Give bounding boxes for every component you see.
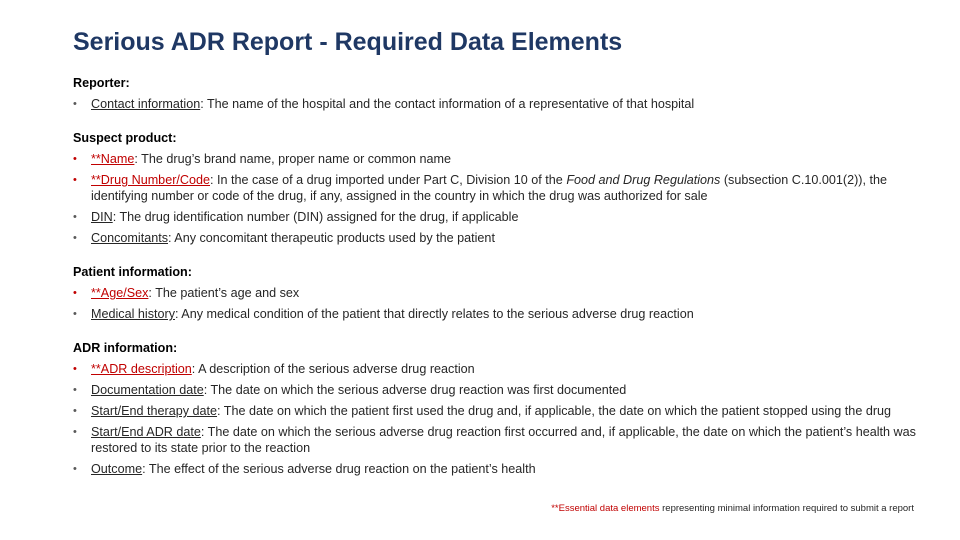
section-heading: Reporter: bbox=[73, 76, 130, 90]
bullet-icon: • bbox=[73, 463, 77, 475]
bullet-icon: • bbox=[73, 232, 77, 244]
list-item bbox=[73, 459, 923, 480]
section-suspect-product bbox=[73, 128, 923, 249]
bullet-list bbox=[73, 94, 923, 115]
item-description: : The patient’s age and sex bbox=[148, 286, 300, 300]
item-description: : In the case of a drug imported under Part C, Division 10 of the bbox=[210, 173, 567, 187]
item-term: **Drug Number/Code bbox=[91, 173, 210, 187]
item-description: : A description of the serious adverse drug reaction bbox=[191, 362, 475, 376]
page-title: Serious ADR Report - Required Data Elements bbox=[73, 28, 623, 56]
list-item bbox=[73, 359, 923, 380]
bullet-icon: • bbox=[73, 98, 77, 110]
bullet-icon: • bbox=[73, 174, 77, 186]
bullet-icon: • bbox=[73, 153, 77, 165]
item-term: Outcome bbox=[91, 462, 143, 476]
footnote-text: representing minimal information required to submit a report bbox=[659, 503, 914, 514]
item-term: **Age/Sex bbox=[91, 286, 149, 300]
bullet-icon: • bbox=[73, 308, 77, 320]
section-reporter bbox=[73, 73, 923, 115]
bullet-icon: • bbox=[73, 363, 77, 375]
list-item bbox=[73, 422, 923, 459]
item-description: : The date on which the patient first used the drug and, if applicable, the date on which the patient stopped using the drug bbox=[217, 404, 892, 418]
item-term: Start/End therapy date bbox=[91, 404, 218, 418]
item-description: : The name of the hospital and the contact information of a representative of that hospital bbox=[200, 97, 695, 111]
section-heading: Patient information: bbox=[73, 265, 192, 279]
item-term: **Name bbox=[91, 152, 135, 166]
bullet-list bbox=[73, 149, 923, 249]
item-description: : The date on which the serious adverse drug reaction was first documented bbox=[203, 383, 627, 397]
item-description: : The effect of the serious adverse drug reaction on the patient’s health bbox=[142, 462, 536, 476]
item-description: : Any medical condition of the patient that directly relates to the serious adverse drug reaction bbox=[175, 307, 694, 321]
item-term: Documentation date bbox=[91, 383, 204, 397]
list-item bbox=[73, 94, 923, 115]
item-term: DIN bbox=[91, 210, 113, 224]
bullet-icon: • bbox=[73, 211, 77, 223]
list-item bbox=[73, 283, 923, 304]
item-term: Medical history bbox=[91, 307, 175, 321]
bullet-icon: • bbox=[73, 426, 77, 438]
section-adr-information bbox=[73, 338, 923, 480]
item-term: Start/End ADR date bbox=[91, 425, 201, 439]
item-description: : Any concomitant therapeutic products used by the patient bbox=[168, 231, 495, 245]
section-heading: Suspect product: bbox=[73, 131, 177, 145]
item-description: : The date on which the serious adverse drug reaction first occurred and, if applicable, the date on which the patient’s health was restored to its state prior to the reaction bbox=[91, 425, 916, 455]
list-item bbox=[73, 304, 923, 325]
bullet-icon: • bbox=[73, 287, 77, 299]
item-term: Concomitants bbox=[91, 231, 168, 245]
bullet-icon: • bbox=[73, 405, 77, 417]
bullet-list bbox=[73, 283, 923, 325]
section-heading: ADR information: bbox=[73, 341, 178, 355]
item-description-continued: (subsection C.10.001(2)), the identifying number or code of the drug, if any, assigned in the country in which the drug was authorized for sale bbox=[91, 173, 887, 203]
item-term: Contact information bbox=[91, 97, 201, 111]
section-patient-information bbox=[73, 262, 923, 325]
list-item bbox=[73, 207, 923, 228]
bullet-icon: • bbox=[73, 384, 77, 396]
slide-content bbox=[73, 73, 923, 493]
item-description: : The drug’s brand name, proper name or common name bbox=[134, 152, 452, 166]
item-description: : The drug identification number (DIN) assigned for the drug, if applicable bbox=[112, 210, 519, 224]
item-term: **ADR description bbox=[91, 362, 192, 376]
footnote-highlight: **Essential data elements bbox=[551, 503, 660, 514]
footnote bbox=[551, 503, 914, 514]
bullet-list bbox=[73, 359, 923, 480]
list-item bbox=[73, 380, 923, 401]
list-item bbox=[73, 228, 923, 249]
list-item bbox=[73, 401, 923, 422]
list-item bbox=[73, 149, 923, 170]
item-description-italic: Food and Drug Regulations bbox=[566, 173, 721, 187]
list-item bbox=[73, 170, 923, 207]
